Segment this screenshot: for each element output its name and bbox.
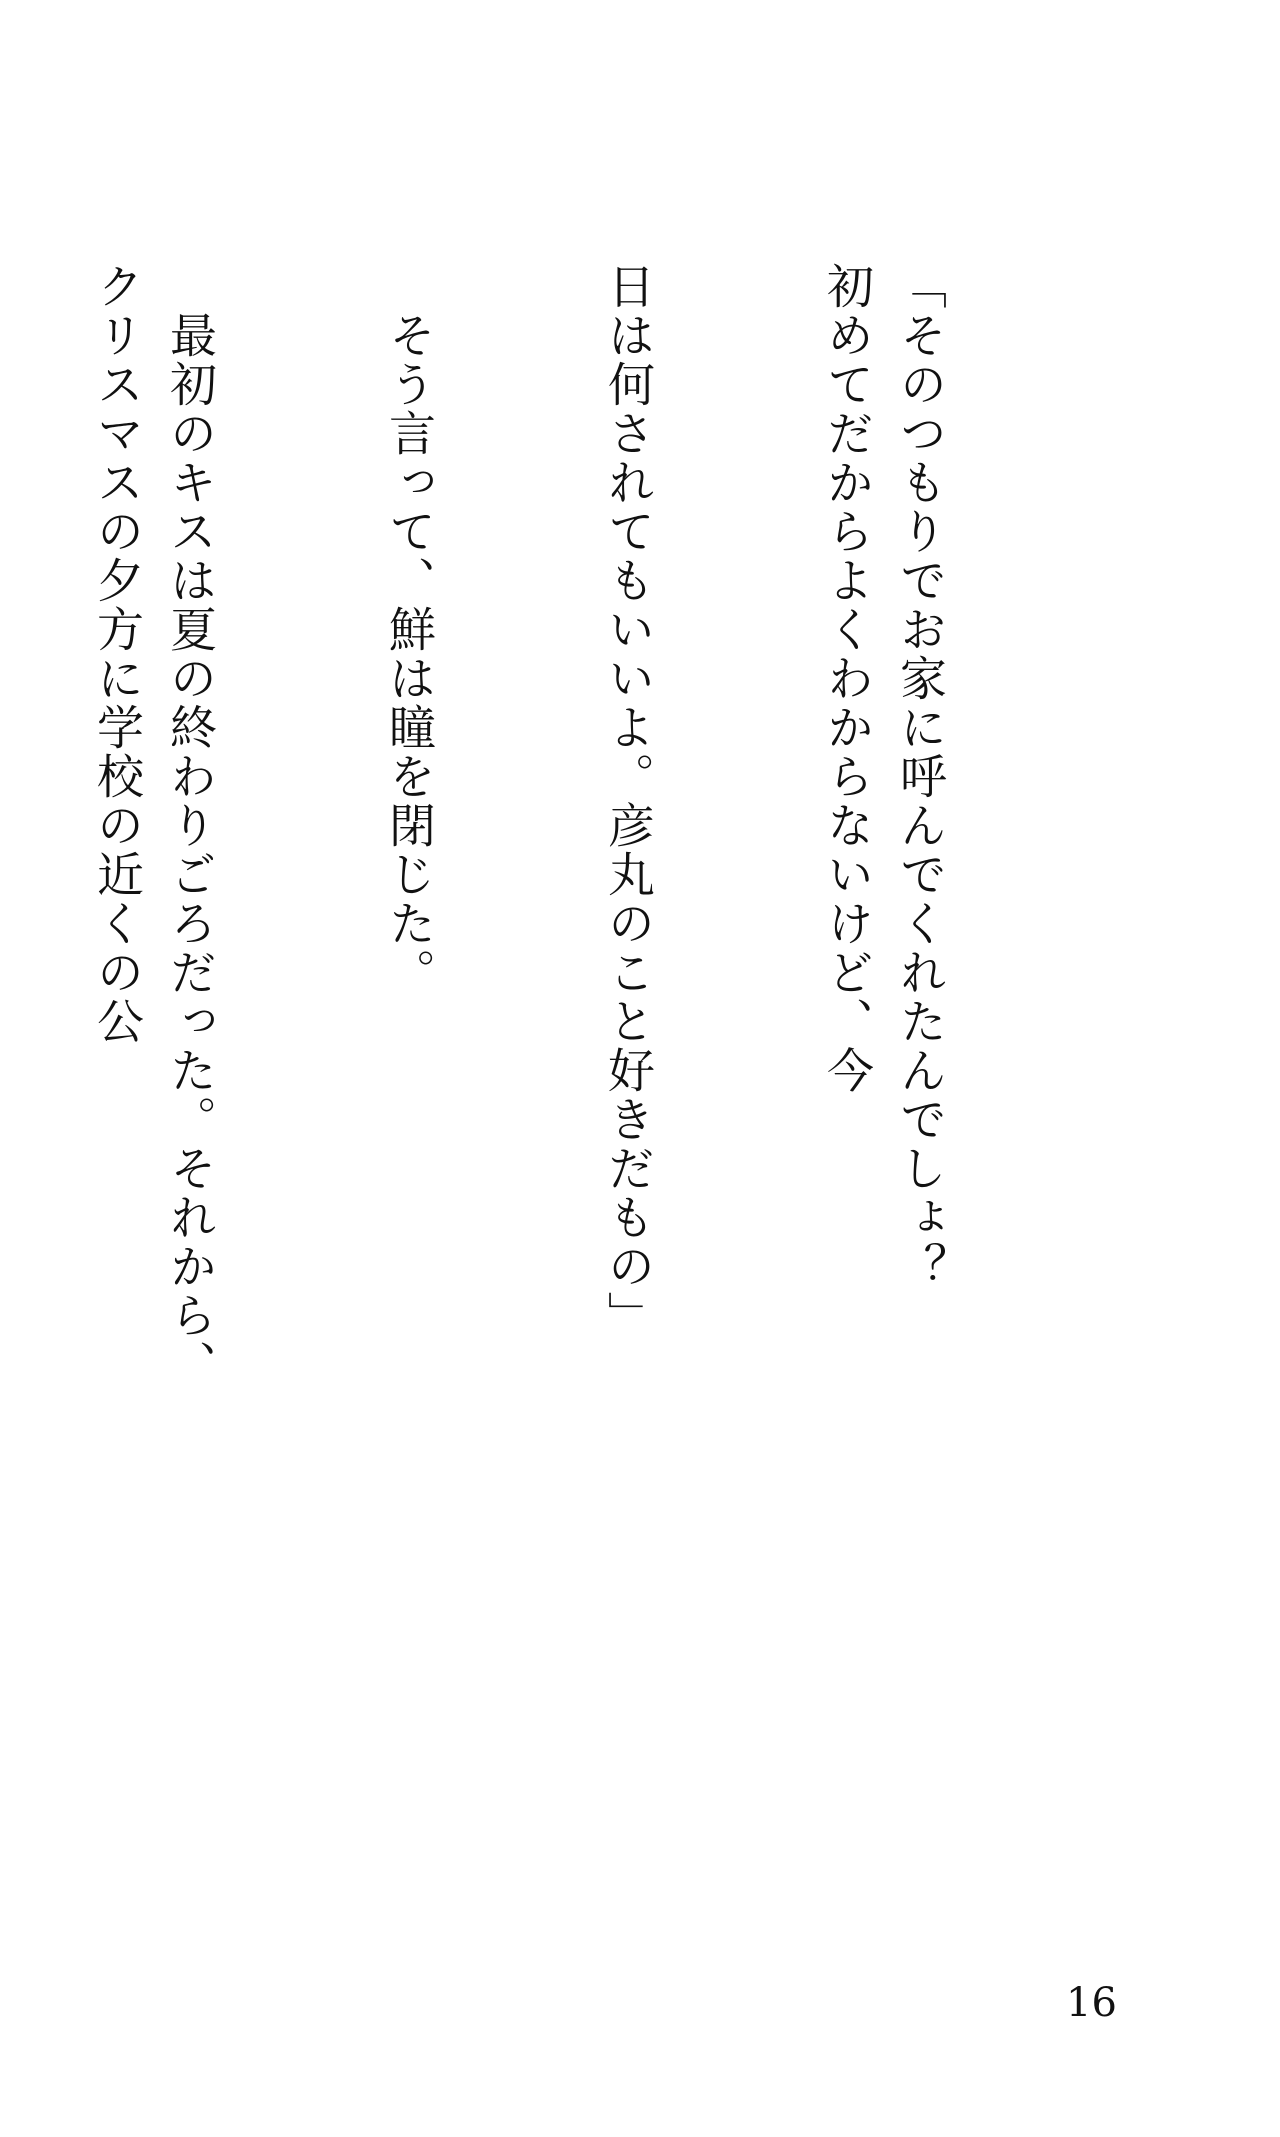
- vertical-text-body: [0, 262, 1102, 1982]
- text-line: 最初のキスは夏の終わりごろだった。それから、クリスマスの夕方に学校の近くの公: [89, 262, 217, 1389]
- page-number: 16: [1066, 1980, 1117, 2026]
- text-line: そう言って、鮮は瞳を閉じた。: [381, 262, 436, 997]
- text-line: 「そのつもりでお家に呼んでくれたんでしょ？ 初めてだからよくわからないけど、今: [819, 262, 947, 1340]
- text-line: 日は何されてもいいよ。彦丸のこと好きだもの」: [600, 262, 655, 1340]
